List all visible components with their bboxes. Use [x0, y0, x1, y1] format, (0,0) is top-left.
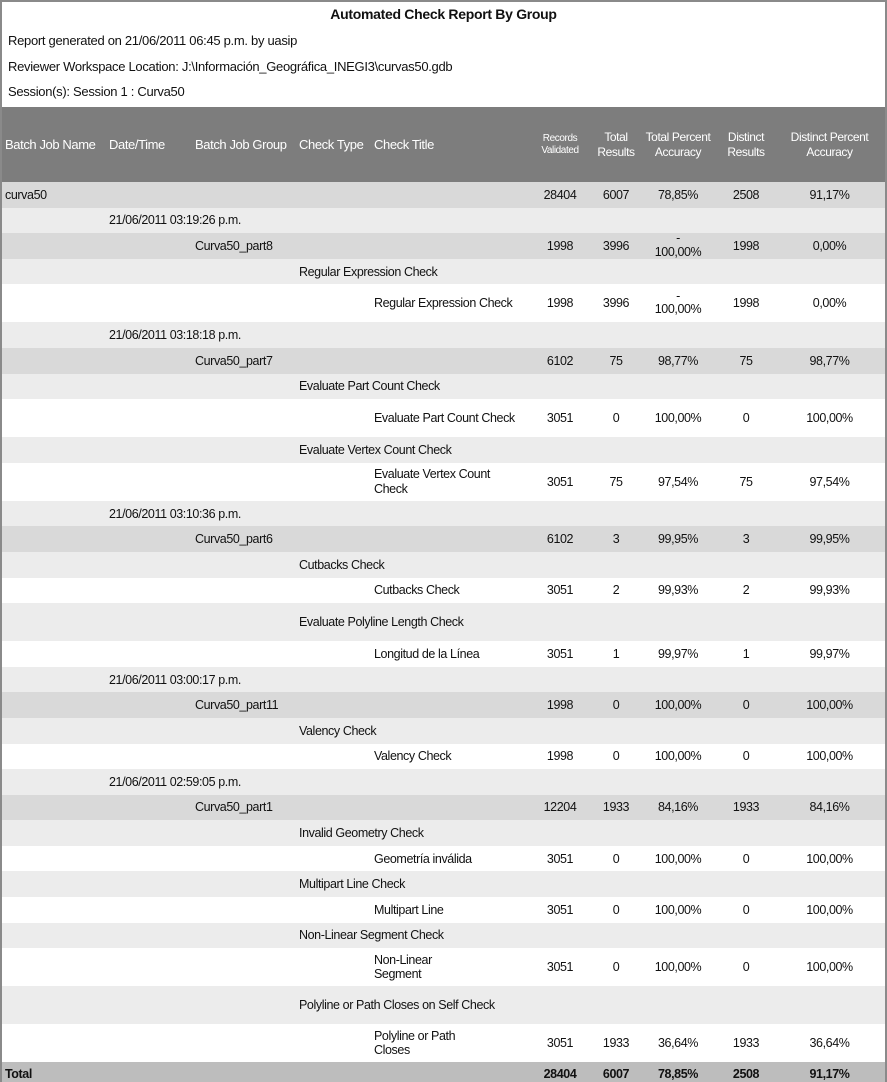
col-date-time: Date/Time — [106, 107, 192, 182]
check-type: Regular Expression Check — [296, 259, 885, 285]
check-title: Evaluate Vertex Count Check — [371, 463, 526, 501]
check-type: Valency Check — [296, 718, 885, 744]
report-generated: Report generated on 21/06/2011 06:45 p.m. by uasip — [8, 33, 298, 48]
dpa-cell: 97,54% — [774, 463, 885, 501]
dpa-cell: 100,00% — [774, 744, 885, 770]
tpa-cell: 100,00% — [638, 692, 718, 718]
distinct-cell: 1933 — [718, 1024, 774, 1062]
dpa-cell: 100,00% — [774, 948, 885, 986]
check-row — [2, 399, 885, 437]
tpa-cell: 100,00% — [638, 399, 718, 437]
col-check-type: Check Type — [296, 107, 371, 182]
tpa-cell: 100,00% — [638, 846, 718, 872]
records-cell: 6102 — [526, 526, 594, 552]
total-row — [2, 1062, 885, 1082]
dpa-cell: 91,17% — [774, 182, 885, 208]
dpa-cell: 100,00% — [774, 692, 885, 718]
col-distinct-results: Distinct Results — [718, 107, 774, 182]
distinct-cell: 75 — [718, 348, 774, 374]
distinct-cell: 2508 — [718, 182, 774, 208]
col-batch-job-group: Batch Job Group — [192, 107, 296, 182]
total-label: Total — [2, 1062, 526, 1082]
group-row — [2, 692, 885, 718]
check-type-row — [2, 603, 885, 641]
total-cell: 0 — [594, 399, 638, 437]
dpa-cell: 98,77% — [774, 348, 885, 374]
records-cell: 3051 — [526, 641, 594, 667]
tpa-cell: 99,95% — [638, 526, 718, 552]
group-name: Curva50_part8 — [192, 233, 526, 259]
dpa-cell: 100,00% — [774, 897, 885, 923]
dpa-cell: 100,00% — [774, 399, 885, 437]
check-type-row — [2, 374, 885, 400]
header-row — [2, 107, 885, 182]
total-cell: 3996 — [594, 284, 638, 322]
records-cell: 1998 — [526, 233, 594, 259]
total-cell: 0 — [594, 897, 638, 923]
tpa-cell: - 100,00% — [638, 233, 718, 259]
records-cell: 3051 — [526, 897, 594, 923]
check-title: Multipart Line — [371, 897, 526, 923]
tpa-cell: 98,77% — [638, 348, 718, 374]
check-type-row — [2, 718, 885, 744]
total-cell: 1933 — [594, 1024, 638, 1062]
records-cell: 3051 — [526, 578, 594, 604]
session-info: Session(s): Session 1 : Curva50 — [8, 84, 185, 99]
records-cell: 28404 — [526, 182, 594, 208]
check-type-row — [2, 986, 885, 1024]
check-row — [2, 897, 885, 923]
tpa-cell: 99,93% — [638, 578, 718, 604]
group-name: Curva50_part6 — [192, 526, 526, 552]
distinct-cell: 0 — [718, 399, 774, 437]
distinct-cell: 0 — [718, 897, 774, 923]
records-cell: 3051 — [526, 948, 594, 986]
distinct-cell: 0 — [718, 692, 774, 718]
date-row — [2, 501, 885, 527]
check-type-row — [2, 923, 885, 949]
total-cell: 3996 — [594, 233, 638, 259]
group-name: Curva50_part1 — [192, 795, 526, 821]
report-title: Automated Check Report By Group — [330, 6, 557, 22]
col-total-percent-accuracy: Total Percent Accuracy — [638, 107, 718, 182]
records-cell: 6102 — [526, 348, 594, 374]
group-name: Curva50_part11 — [192, 692, 526, 718]
check-row — [2, 463, 885, 501]
check-title: Evaluate Part Count Check — [371, 399, 526, 437]
tpa-cell: 100,00% — [638, 897, 718, 923]
distinct-cell: 1998 — [718, 233, 774, 259]
tpa-cell: 100,00% — [638, 948, 718, 986]
total-cell: 6007 — [594, 1062, 638, 1082]
group-row — [2, 795, 885, 821]
group-name: Curva50_part7 — [192, 348, 526, 374]
check-title: Polyline or Path Closes — [371, 1024, 526, 1062]
date-time: 21/06/2011 02:59:05 p.m. — [106, 769, 885, 795]
dpa-cell: 0,00% — [774, 284, 885, 322]
check-report-table — [2, 107, 885, 1082]
batch-job-row — [2, 182, 885, 208]
check-title: Valency Check — [371, 744, 526, 770]
check-title: Longitud de la Línea — [371, 641, 526, 667]
dpa-cell: 99,95% — [774, 526, 885, 552]
check-title: Cutbacks Check — [371, 578, 526, 604]
records-cell: 28404 — [526, 1062, 594, 1082]
check-title: Non-Linear Segment — [371, 948, 526, 986]
check-type: Evaluate Vertex Count Check — [296, 437, 885, 463]
records-cell: 3051 — [526, 846, 594, 872]
dpa-cell: 91,17% — [774, 1062, 885, 1082]
col-distinct-percent-accuracy: Distinct Percent Accuracy — [774, 107, 885, 182]
total-cell: 1933 — [594, 795, 638, 821]
dpa-cell: 100,00% — [774, 846, 885, 872]
workspace-location: Reviewer Workspace Location: J:\Información_Geográfica_INEGI3\curvas50.gdb — [8, 59, 453, 74]
distinct-cell: 1998 — [718, 284, 774, 322]
check-type-row — [2, 259, 885, 285]
records-cell: 1998 — [526, 284, 594, 322]
dpa-cell: 99,93% — [774, 578, 885, 604]
total-cell: 75 — [594, 348, 638, 374]
check-type-row — [2, 871, 885, 897]
check-type: Evaluate Part Count Check — [296, 374, 885, 400]
distinct-cell: 0 — [718, 744, 774, 770]
date-row — [2, 322, 885, 348]
tpa-cell: - 100,00% — [638, 284, 718, 322]
total-cell: 1 — [594, 641, 638, 667]
check-row — [2, 1024, 885, 1062]
tpa-cell: 100,00% — [638, 744, 718, 770]
date-row — [2, 769, 885, 795]
check-type: Non-Linear Segment Check — [296, 923, 885, 949]
col-total-results: Total Results — [594, 107, 638, 182]
date-time: 21/06/2011 03:10:36 p.m. — [106, 501, 885, 527]
tpa-cell: 99,97% — [638, 641, 718, 667]
total-cell: 0 — [594, 948, 638, 986]
col-records-validated: Records Validated — [526, 107, 594, 182]
check-row — [2, 948, 885, 986]
date-row — [2, 208, 885, 234]
tpa-cell: 78,85% — [638, 182, 718, 208]
check-row — [2, 578, 885, 604]
group-row — [2, 348, 885, 374]
total-cell: 3 — [594, 526, 638, 552]
total-cell: 2 — [594, 578, 638, 604]
tpa-cell: 84,16% — [638, 795, 718, 821]
check-row — [2, 284, 885, 322]
total-cell: 0 — [594, 846, 638, 872]
col-check-title: Check Title — [371, 107, 526, 182]
distinct-cell: 2 — [718, 578, 774, 604]
date-row — [2, 667, 885, 693]
records-cell: 3051 — [526, 1024, 594, 1062]
check-type-row — [2, 552, 885, 578]
total-cell: 0 — [594, 744, 638, 770]
distinct-cell: 0 — [718, 948, 774, 986]
distinct-cell: 1 — [718, 641, 774, 667]
tpa-cell: 97,54% — [638, 463, 718, 501]
distinct-cell: 1933 — [718, 795, 774, 821]
distinct-cell: 3 — [718, 526, 774, 552]
check-type: Invalid Geometry Check — [296, 820, 885, 846]
check-type: Cutbacks Check — [296, 552, 885, 578]
dpa-cell: 36,64% — [774, 1024, 885, 1062]
distinct-cell: 75 — [718, 463, 774, 501]
dpa-cell: 0,00% — [774, 233, 885, 259]
group-row — [2, 233, 885, 259]
check-title: Geometría inválida — [371, 846, 526, 872]
check-type-row — [2, 437, 885, 463]
total-cell: 75 — [594, 463, 638, 501]
check-type: Multipart Line Check — [296, 871, 885, 897]
check-row — [2, 744, 885, 770]
check-row — [2, 846, 885, 872]
check-type-row — [2, 820, 885, 846]
group-row — [2, 526, 885, 552]
check-row — [2, 641, 885, 667]
distinct-cell: 2508 — [718, 1062, 774, 1082]
records-cell: 3051 — [526, 463, 594, 501]
records-cell: 12204 — [526, 795, 594, 821]
records-cell: 1998 — [526, 744, 594, 770]
dpa-cell: 99,97% — [774, 641, 885, 667]
date-time: 21/06/2011 03:18:18 p.m. — [106, 322, 885, 348]
check-type: Evaluate Polyline Length Check — [296, 603, 526, 641]
total-cell: 0 — [594, 692, 638, 718]
check-type: Polyline or Path Closes on Self Check — [296, 986, 526, 1024]
distinct-cell: 0 — [718, 846, 774, 872]
records-cell: 1998 — [526, 692, 594, 718]
total-cell: 6007 — [594, 182, 638, 208]
tpa-cell: 78,85% — [638, 1062, 718, 1082]
col-batch-job-name: Batch Job Name — [2, 107, 106, 182]
records-cell: 3051 — [526, 399, 594, 437]
date-time: 21/06/2011 03:00:17 p.m. — [106, 667, 885, 693]
date-time: 21/06/2011 03:19:26 p.m. — [106, 208, 885, 234]
batch-job-name: curva50 — [2, 182, 526, 208]
dpa-cell: 84,16% — [774, 795, 885, 821]
check-title: Regular Expression Check — [371, 284, 526, 322]
tpa-cell: 36,64% — [638, 1024, 718, 1062]
